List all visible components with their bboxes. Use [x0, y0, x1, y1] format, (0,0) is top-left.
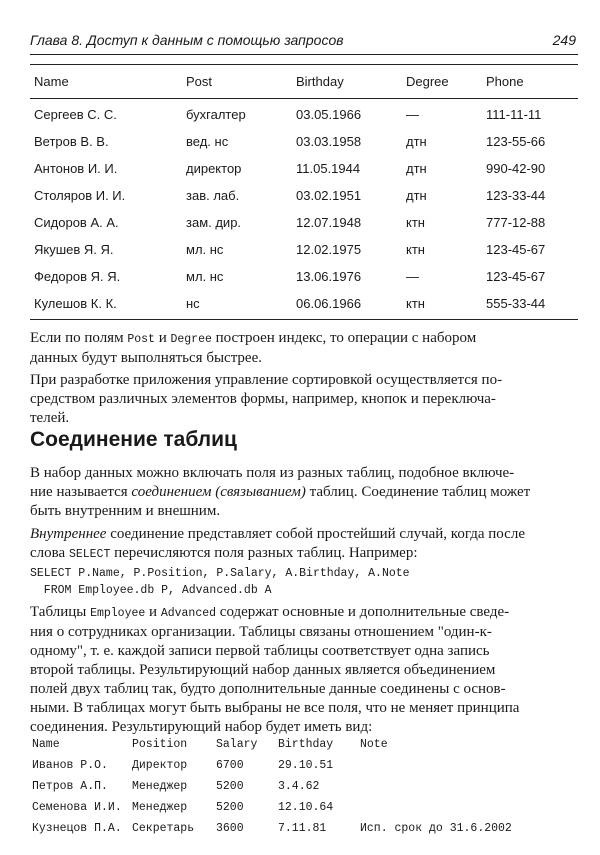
table-cell: мл. нс [186, 242, 224, 257]
table-row [30, 126, 578, 153]
table-row [30, 153, 578, 180]
table-cell: 7.11.81 [278, 822, 327, 835]
table-row [30, 820, 578, 841]
column-header: Salary [216, 738, 258, 751]
section-heading: Соединение таблиц [30, 428, 237, 451]
table-cell: Менеджер [132, 801, 188, 814]
table-cell: 5200 [216, 780, 244, 793]
table-row [30, 207, 578, 234]
table-cell: Федоров Я. Я. [34, 269, 121, 284]
table-cell: бухгалтер [186, 107, 246, 122]
table-cell: дтн [406, 188, 427, 203]
column-header: Note [360, 738, 388, 751]
table-row [30, 234, 578, 261]
header-rule [30, 54, 578, 55]
table-cell: зам. дир. [186, 215, 242, 230]
chapter-title: Глава 8. Доступ к данным с помощью запросов [30, 32, 344, 48]
table-cell: — [406, 269, 419, 284]
column-header: Degree [406, 74, 449, 89]
result-table [30, 736, 578, 841]
table-cell: дтн [406, 161, 427, 176]
table-cell: 123-55-66 [486, 134, 546, 149]
table-bottom-rule [30, 319, 578, 320]
table-cell: ктн [406, 242, 425, 257]
table-row [30, 778, 578, 799]
code-term: SELECT [68, 548, 111, 561]
table-cell: 6700 [216, 759, 244, 772]
column-header: Position [132, 738, 188, 751]
code-term: Post [127, 333, 155, 346]
table-cell: зав. лаб. [186, 188, 240, 203]
code-term: Employee [90, 607, 146, 620]
table-cell: 990-42-90 [486, 161, 546, 176]
column-header: Birthday [278, 738, 334, 751]
table-cell: 03.03.1958 [296, 134, 362, 149]
table-cell: Иванов Р.О. [32, 759, 108, 772]
code-line: FROM Employee.db P, Advanced.db A [30, 584, 272, 597]
table-cell: 555-33-44 [486, 296, 546, 311]
code-term: Advanced [160, 607, 217, 620]
table-cell: дтн [406, 134, 427, 149]
column-header: Birthday [296, 74, 344, 89]
code-line: SELECT P.Name, P.Position, P.Salary, A.Birthday, A.Note [30, 567, 410, 580]
table-header-row [30, 64, 578, 98]
table-cell: 3600 [216, 822, 244, 835]
paragraph-index: Если по полям Post и Degree построен индекс, то операции с набором данных будут выполняться быстрее. [30, 330, 477, 366]
table-cell: ктн [406, 215, 425, 230]
table-cell: 12.07.1948 [296, 215, 362, 230]
table-cell: 5200 [216, 801, 244, 814]
table-cell: Секретарь [132, 822, 195, 835]
table-cell: Антонов И. И. [34, 161, 118, 176]
result-header-row [30, 736, 578, 757]
table-cell: нс [186, 296, 200, 311]
table-cell: Кулешов К. К. [34, 296, 117, 311]
paragraph-sorting: При разработке приложения управление сортировкой осуществляется по- средством различных элементов формы, например, кнопок и переключа- телей. [30, 372, 503, 426]
table-cell: ктн [406, 296, 425, 311]
table-cell: 12.02.1975 [296, 242, 362, 257]
table-cell: Якушев Я. Я. [34, 242, 114, 257]
table-cell: Петров А.П. [32, 780, 108, 793]
table-cell: Менеджер [132, 780, 188, 793]
table-cell: Директор [132, 759, 188, 772]
table-cell: 12.10.64 [278, 801, 334, 814]
table-cell: мл. нс [186, 269, 224, 284]
column-header: Post [186, 74, 213, 89]
table-cell: 111-11-11 [486, 107, 542, 122]
table-cell: 03.05.1966 [296, 107, 362, 122]
emphasis-term: Внутреннее [30, 526, 107, 542]
table-row [30, 757, 578, 778]
table-cell: 11.05.1944 [296, 161, 361, 176]
table-cell: Исп. срок до 31.6.2002 [360, 822, 512, 835]
table-cell: — [406, 107, 419, 122]
table-cell: директор [186, 161, 242, 176]
paragraph-tables: Таблицы Employee и Advanced содержат основные и дополнительные сведе- ния о сотрудниках организации. Таблицы связаны отношением "один-к- одному", т. е. каждой записи первой таблицы соответствует одна запись второй таблицы. Результирующий набор данных является объединением полей двух таблиц так, будто дополнительные данные соединены с основ- ными. В таблицах могут быть выбраны не все поля, что не меняет принципа соединения. Результирующий набор будет иметь вид: [30, 604, 520, 735]
column-header: Name [34, 74, 69, 89]
table-cell: 123-45-67 [486, 269, 546, 284]
table-cell: Сергеев С. С. [34, 107, 117, 122]
table-cell: 03.02.1951 [296, 188, 362, 203]
table-cell: 123-45-67 [486, 242, 546, 257]
table-cell: Сидоров А. А. [34, 215, 119, 230]
table-cell: Кузнецов П.А. [32, 822, 122, 835]
table-row [30, 799, 578, 820]
column-header: Name [32, 738, 60, 751]
table-cell: Столяров И. И. [34, 188, 126, 203]
column-header: Phone [486, 74, 524, 89]
paragraph-inner-join: Внутреннее соединение представляет собой простейший случай, когда после слова SELECT перечисляются поля разных таблиц. Например: [30, 526, 525, 561]
table-row [30, 99, 578, 126]
paragraph-joins: В набор данных можно включать поля из разных таблиц, подобное включе- ние называется соединением (связыванием) таблиц. Соединение таблиц может быть внутренним и внешним. [30, 465, 531, 519]
table-cell: 3.4.62 [278, 780, 320, 793]
running-head [30, 30, 578, 52]
emphasis-term: соединением (связыванием) [131, 484, 306, 500]
table-cell: 06.06.1966 [296, 296, 362, 311]
sql-code-block [30, 565, 578, 599]
table-row [30, 180, 578, 207]
table-row [30, 261, 578, 288]
table-row [30, 288, 578, 315]
page-number: 249 [552, 32, 576, 48]
code-term: Degree [170, 333, 212, 346]
table-cell: Семенова И.И. [32, 801, 122, 814]
table-cell: 29.10.51 [278, 759, 334, 772]
table-cell: Ветров В. В. [34, 134, 109, 149]
table-cell: 123-33-44 [486, 188, 546, 203]
table-cell: 13.06.1976 [296, 269, 362, 284]
table-cell: вед. нс [186, 134, 229, 149]
staff-table [30, 64, 578, 315]
table-cell: 777-12-88 [486, 215, 546, 230]
